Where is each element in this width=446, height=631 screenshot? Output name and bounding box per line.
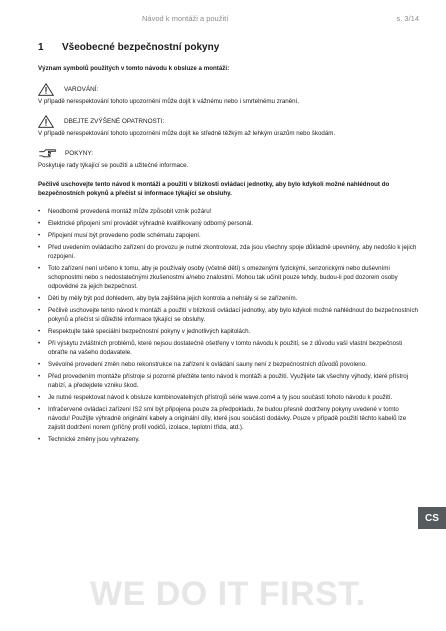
list-item: • Respektujte také speciální bezpečnostní pokyny v jednotlivých kapitolách. — [38, 327, 418, 336]
symbol-title: DBEJTE ZVÝŠENÉ OPATRNOSTI: — [64, 118, 165, 125]
brand-slogan: WE DO IT FIRST. — [90, 575, 366, 613]
language-tab: CS — [418, 507, 446, 529]
page-content — [38, 64, 418, 447]
symbol-hint — [38, 147, 418, 170]
warning-triangle-icon — [38, 115, 54, 128]
list-item: • Je nutné respektovat návod k obsluze kombinovatelných přístrojů série wave.com4 a ty jsou součástí tohoto návodu k použití. — [38, 393, 418, 402]
symbol-text: V případě nerespektování tohoto upozornění může dojít ke středně těžkým až lehkým úrazům nebo škodám. — [38, 130, 336, 137]
list-item: • Připojení musí být provedeno podle schématu zapojení. — [38, 231, 418, 240]
list-item: • Děti by měly být pod dohledem, aby byla zajištěna jejich kontrola a nehrály si se zařízením. — [38, 294, 418, 303]
symbol-text: V případě nerespektování tohoto upozornění může dojít k vážnému nebo i smrtelnému zranění. — [38, 98, 300, 105]
header-title: Návod k montáži a použití — [142, 14, 229, 23]
symbol-title: VAROVÁNÍ: — [64, 86, 99, 93]
pointing-hand-icon — [38, 148, 57, 159]
symbol-text: Poskytuje rady týkající se použití a užitečné informace. — [38, 162, 189, 169]
list-item: • Svévolné provedení změn nebo rekonstrukce na zařízení k ovládání sauny není z bezpečnostních důvodů povoleno. — [38, 360, 418, 369]
storage-notice: Pečlivě uschovejte tento návod k montáži a použití v blízkosti ovládací jednotky, aby bylo kdykoli možné nahlédnout do bezpečnostních pokynů a přečíst si informace týkající se obsluhy. — [38, 181, 390, 197]
section-number: 1 — [38, 42, 44, 53]
safety-rules-list — [38, 207, 418, 444]
warning-triangle-icon — [38, 83, 54, 96]
list-item: • Toto zařízení není určeno k tomu, aby je používaly osoby (včetně dětí) s omezenými fyzickými, senzorickými nebo duševními schopnostmi nebo s nedostatečnými zkušenostmi a/nebo znalostmi. Mohou tak učinit pouze tehdy, budou-li pod dozorem osoby odpovědné za jejich bezpečnost. — [38, 264, 418, 291]
symbol-caution — [38, 115, 418, 138]
section-title: Všeobecné bezpečnostní pokyny — [62, 42, 220, 53]
list-item: • Neodborně provedená montáž může způsobit vznik požáru! — [38, 207, 418, 216]
page-number: s. 3/14 — [396, 14, 419, 23]
list-item: • Před provedením montáže přístroje si pozorně přečtěte tento návod k montáži a použití. Využijete tak všechny výhody, které přístroj nabízí, a předejdete vzniku škod. — [38, 372, 418, 390]
symbol-warning — [38, 83, 418, 106]
list-item: • Pečlivě uschovejte tento návod k montáži a použití v blízkosti ovládací jednotky, aby bylo kdykoli možné nahlédnout do bezpečnostních pokynů a přečíst si důležité informace týkající se obsluhy. — [38, 306, 418, 324]
list-item: • Při výskytu zvláštních problémů, které nejsou dostatečně ošetřeny v tomto návodu k použití, se z důvodu vaší vlastní bezpečnosti obraťte na vašeho dodavatele. — [38, 339, 418, 357]
list-item: • Technické změny jsou vyhrazeny. — [38, 435, 418, 444]
list-item: • Infračervené ovládací zařízení IS2 smí být připojena pouze za předpokladu, že budou přesně dodrženy pokyny uvedené v tomto návodu! Použijte výhradně originální kabely a originální díly, které jsou součástí dodávky. Pouze v případě použití těchto kabelů lze zajistit dodržení norem (příčný profil vodičů, izolace, teplotní třída, atd.). — [38, 405, 418, 432]
symbol-title: POKYNY: — [65, 150, 94, 157]
section-heading — [38, 42, 219, 53]
list-item: • Před uvedením ovládacího zařízení do provozu je nutné zkontrolovat, zda jsou všechny spoje důkladně upevněny, aby nedošlo k jejich rozpojení. — [38, 243, 418, 261]
symbols-intro: Význam symbolů použitých v tomto návodu k obsluze a montáži: — [38, 65, 230, 72]
list-item: • Elektrické připojení smí provádět výhradně kvalifikovaný odborný personál. — [38, 219, 418, 228]
